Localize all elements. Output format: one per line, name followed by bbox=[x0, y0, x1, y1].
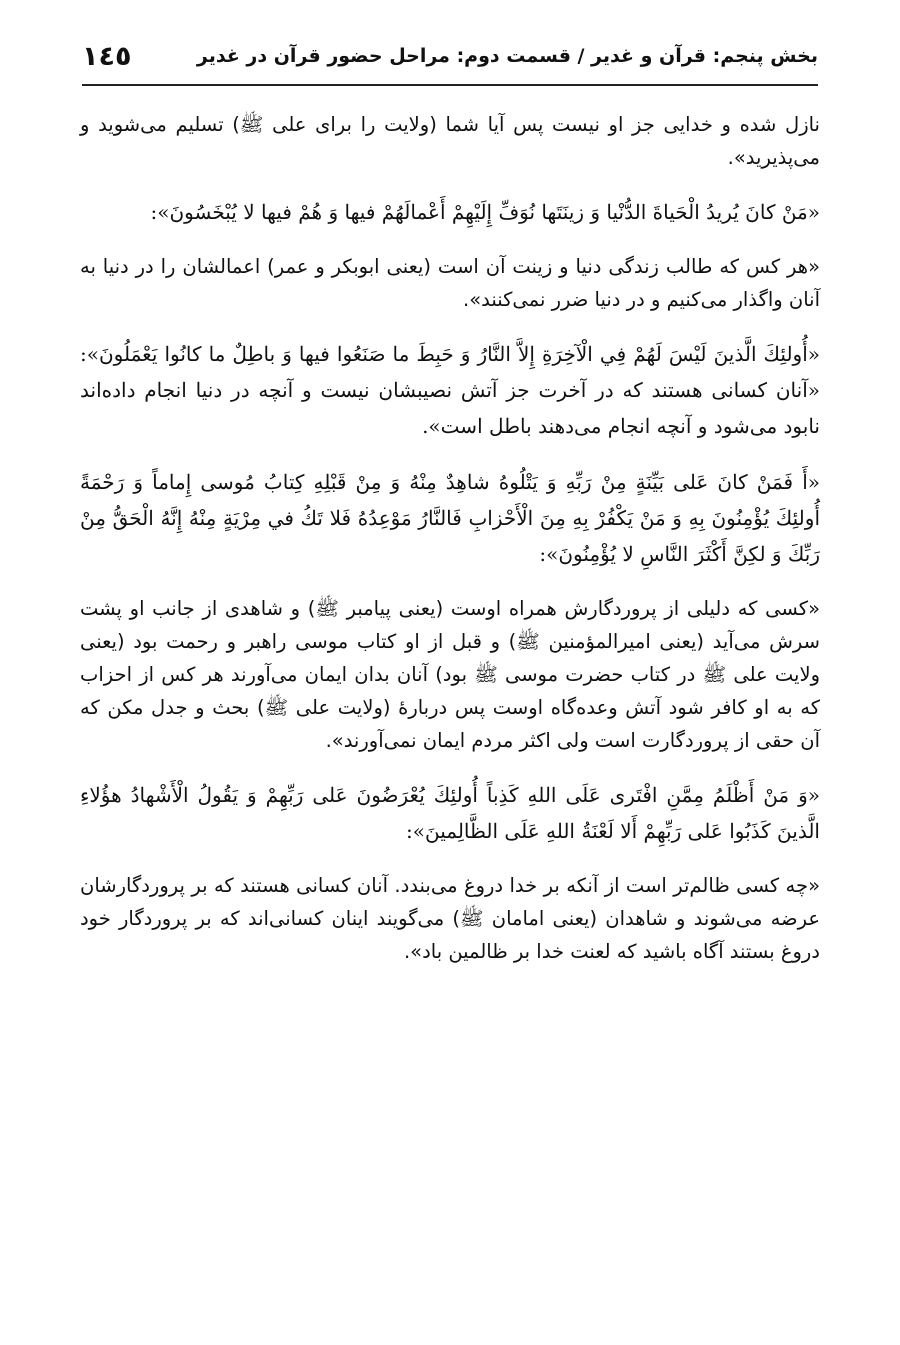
paragraph-translation: «هر کس که طالب زندگی دنیا و زینت آن است (یعنی ابوبکر و عمر) اعمالشان را در دنیا به آنان واگذار می‌کنیم و در دنیا ضرر نمی‌کنند». bbox=[80, 255, 820, 311]
header-divider bbox=[82, 84, 818, 86]
paragraph-translation: «کسی که دلیلی از پروردگارش همراه اوست (یعنی پیامبر ﷺ) و شاهدی از جانب او پشت سرش می‌آید (یعنی امیرالمؤمنین ﷺ) و قبل از او کتاب موسی راهبر و رحمت بود (یعنی ولایت علی ﷺ در کتاب حضرت موسی ﷺ بود) آنان بدان ایمان می‌آورند هر کس از احزاب که به او کافر شود آتش وعده‌گاه اوست پس دربارهٔ (ولایت علی ﷺ) بحث و جدل مکن که آن حقی از پروردگارت است ولی اکثر مردم ایمان نمی‌آورند». bbox=[80, 597, 820, 752]
body-text bbox=[80, 108, 820, 988]
paragraph-quran-verse: «وَ مَنْ أَظْلَمُ مِمَّنِ افْتَرى عَلَى اللهِ كَذِباً أُولئِكَ يُعْرَضُونَ عَلى رَبِّهِمْ وَ يَقُولُ الْأَشْهادُ هؤُلاءِ الَّذينَ كَذَبُوا عَلى رَبِّهِمْ أَلا لَعْنَةُ اللهِ عَلَى الظَّالِمينَ»: bbox=[80, 783, 820, 843]
running-title: بخش پنجم: قرآن و غدیر / قسمت دوم: مراحل حضور قرآن در غدیر bbox=[196, 45, 818, 67]
page-header bbox=[82, 34, 818, 78]
paragraph-quran-verse: «مَنْ كانَ يُريدُ الْحَياةَ الدُّنْيا وَ زينَتَها نُوَفِّ إِلَيْهِمْ أَعْمالَهُمْ فيها وَ هُمْ فيها لا يُبْخَسُونَ»: bbox=[150, 200, 820, 224]
paragraph-translation: نازل شده و خدایی جز او نیست پس آیا شما (ولایت را برای علی ﷺ) تسلیم می‌شوید و می‌پذیرید». bbox=[80, 113, 820, 169]
paragraph-quran-verse: «أَ فَمَنْ كانَ عَلى بَيِّنَةٍ مِنْ رَبِّهِ وَ يَتْلُوهُ شاهِدٌ مِنْهُ وَ مِنْ قَبْلِهِ كِتابُ مُوسى إِماماً وَ رَحْمَةً أُولئِكَ يُؤْمِنُونَ بِهِ وَ مَنْ يَكْفُرْ بِهِ مِنَ الْأَحْزابِ فَالنَّارُ مَوْعِدُهُ فَلا تَكُ في مِرْيَةٍ مِنْهُ إِنَّهُ الْحَقُّ مِنْ رَبِّكَ وَ لكِنَّ أَكْثَرَ النَّاسِ لا يُؤْمِنُونَ»: bbox=[80, 470, 820, 566]
paragraph-quran-verse: «أُولئِكَ الَّذينَ لَيْسَ لَهُمْ فِي الْآخِرَةِ إِلاَّ النَّارُ وَ حَبِطَ ما صَنَعُوا فيها وَ باطِلٌ ما كانُوا يَعْمَلُونَ»: «آنان کسانی هستند که در آخرت جز آتش نصیبشان نیست و آنچه در دنیا انجام داده‌اند نابود می‌شود و آنچه انجام می‌دهند باطل است». bbox=[80, 342, 820, 438]
page-number: ١٤٥ bbox=[82, 40, 132, 72]
paragraph-translation: «چه کسی ظالم‌تر است از آنکه بر خدا دروغ می‌بندد. آنان کسانی هستند که بر پروردگارشان عرضه می‌شوند و شاهدان (یعنی امامان ﷺ) می‌گویند اینان کسانی‌اند که بر پروردگار خود دروغ بستند آگاه باشید که لعنت خدا بر ظالمین باد». bbox=[80, 874, 820, 963]
